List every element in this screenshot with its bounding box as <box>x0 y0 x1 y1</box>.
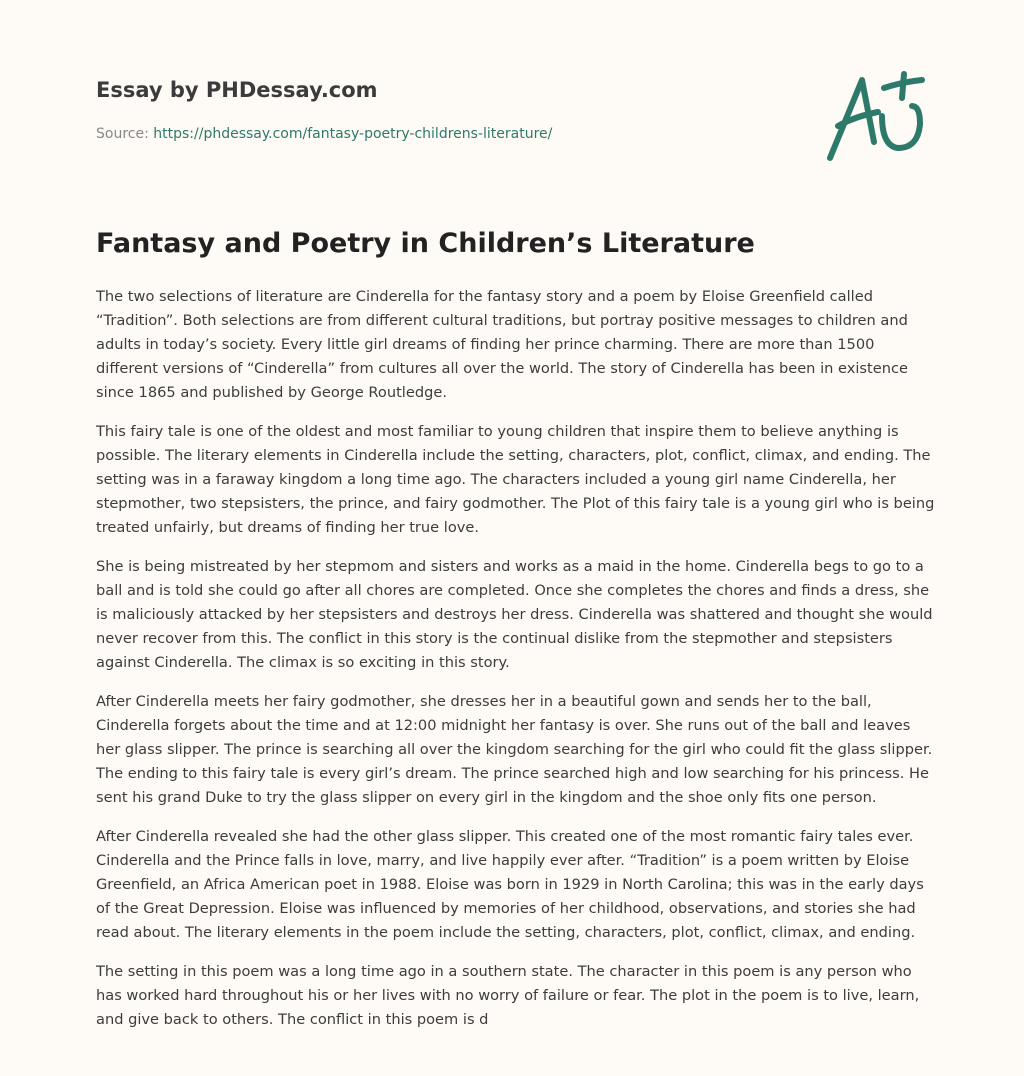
source-line <box>96 124 816 144</box>
essay-paragraph: After Cinderella revealed she had the other glass slipper. This created one of the most romantic fairy tales ever. Cinderella and the Prince falls in love, marry, and live happily ever after. “Tradition” is a poem written by Eloise Greenfield, an Africa American poet in 1988. Eloise was born in 1929 in North Carolina; this was in the early days of the Great Depression. Eloise was influenced by memories of her childhood, observations, and stories she had read about. The literary elements in the poem include the setting, characters, plot, conflict, climax, and ending. <box>96 828 924 941</box>
a-plus-grade-icon <box>822 66 928 166</box>
essay-paragraph: The setting in this poem was a long time ago in a southern state. The character in this poem is any person who has worked hard throughout his or her lives with no worry of failure or fear. The plot in the poem is to live, learn, and give back to others. The conflict in this poem is d <box>96 963 920 1028</box>
essay-title: Fantasy and Poetry in Children’s Literature <box>96 228 755 259</box>
page-header <box>96 76 816 144</box>
essay-paragraph: She is being mistreated by her stepmom and sisters and works as a maid in the home. Cinderella begs to go to a ball and is told she could go after all chores are completed. Once she completes the chores and finds a dress, she is maliciously attacked by her stepsisters and destroys her dress. Cinderella was shattered and thought she would never recover from this. The conflict in this story is the continual dislike from the stepmother and stepsisters against Cinderella. The climax is so exciting in this story. <box>96 558 933 671</box>
essay-paragraph: After Cinderella meets her fairy godmother, she dresses her in a beautiful gown and sends her to the ball, Cinderella forgets about the time and at 12:00 midnight her fantasy is over. She runs out of the ball and leaves her glass slipper. The prince is searching all over the kingdom searching for the girl who could fit the glass slipper. The ending to this fairy tale is every girl’s dream. The prince searched high and low searching for his princess. He sent his grand Duke to try the glass slipper on every girl in the kingdom and the shoe only fits one person. <box>96 693 933 806</box>
essay-body <box>96 285 936 1047</box>
essay-paragraph: This fairy tale is one of the oldest and most familiar to young children that inspire them to believe anything is possible. The literary elements in Cinderella include the setting, characters, plot, conflict, climax, and ending. The setting was in a faraway kingdom a long time ago. The characters included a young girl name Cinderella, her stepmother, two stepsisters, the prince, and fairy godmother. The Plot of this fairy tale is a young girl who is being treated unfairly, but dreams of finding her true love. <box>96 423 935 536</box>
source-label: Source: <box>96 126 154 142</box>
site-brand: Essay by PHDessay.com <box>96 78 378 102</box>
source-link[interactable]: https://phdessay.com/fantasy-poetry-childrens-literature/ <box>153 126 553 142</box>
essay-paragraph: The two selections of literature are Cinderella for the fantasy story and a poem by Eloise Greenfield called “Tradition”. Both selections are from different cultural traditions, but portray positive messages to children and adults in today’s society. Every little girl dreams of finding her prince charming. There are more than 1500 different versions of “Cinderella” from cultures all over the world. The story of Cinderella has been in existence since 1865 and published by George Routledge. <box>96 288 908 401</box>
